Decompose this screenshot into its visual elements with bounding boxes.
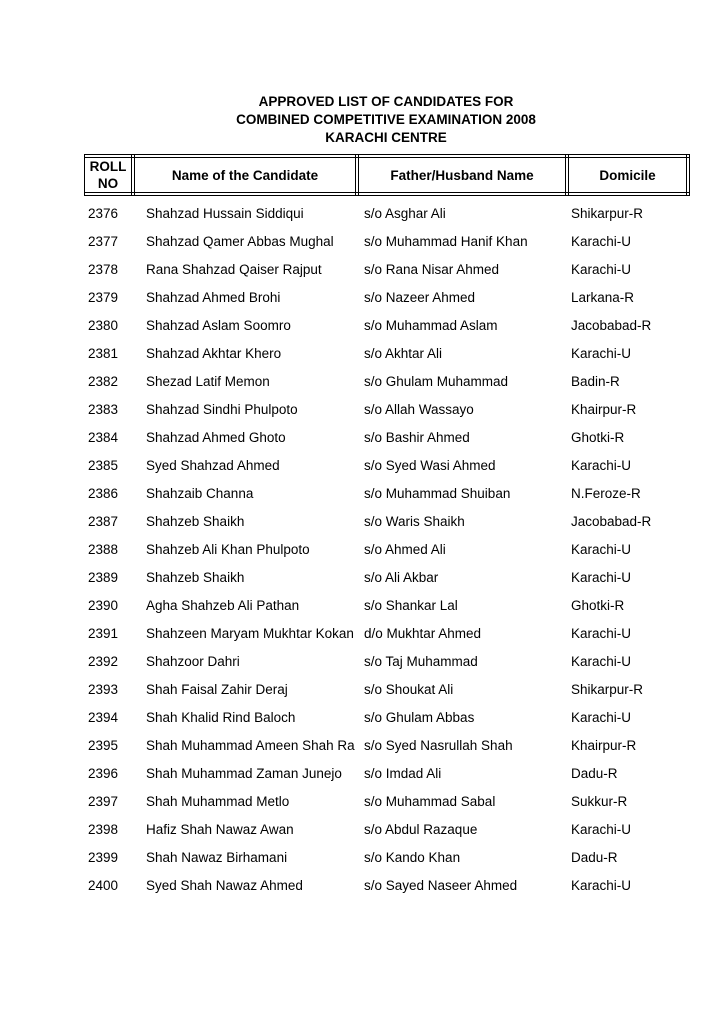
father-name-cell: s/o Allah Wassayo xyxy=(364,402,474,417)
candidate-name-cell: Shah Nawaz Birhamani xyxy=(146,850,288,865)
father-name-cell: s/o Muhammad Hanif Khan xyxy=(364,234,528,249)
table-row xyxy=(0,368,728,396)
roll-cell: 2393 xyxy=(88,682,119,697)
roll-cell: 2380 xyxy=(88,318,119,333)
father-name-cell: s/o Ghulam Abbas xyxy=(364,710,475,725)
candidate-name-cell: Shezad Latif Memon xyxy=(146,374,270,389)
roll-cell: 2396 xyxy=(88,766,119,781)
domicile-cell: Jacobabad-R xyxy=(571,318,652,333)
father-name-cell: s/o Ali Akbar xyxy=(364,570,439,585)
roll-cell: 2399 xyxy=(88,850,119,865)
domicile-cell: Sukkur-R xyxy=(571,794,628,809)
header-father-name: Father/Husband Name xyxy=(390,167,534,183)
roll-cell: 2391 xyxy=(88,626,119,641)
father-name-cell: s/o Muhammad Aslam xyxy=(364,318,498,333)
roll-cell: 2377 xyxy=(88,234,119,249)
roll-cell: 2381 xyxy=(88,346,119,361)
header-divider xyxy=(689,154,690,196)
roll-cell: 2397 xyxy=(88,794,119,809)
father-name-cell: s/o Shankar Lal xyxy=(364,598,458,613)
domicile-cell: Badin-R xyxy=(571,374,620,389)
table-row xyxy=(0,676,728,704)
roll-cell: 2392 xyxy=(88,654,119,669)
candidate-name-cell: Shahzad Ahmed Ghoto xyxy=(146,430,286,445)
roll-cell: 2394 xyxy=(88,710,119,725)
table-row xyxy=(0,844,728,872)
father-name-cell: s/o Syed Wasi Ahmed xyxy=(364,458,496,473)
domicile-cell: Ghotki-R xyxy=(571,430,625,445)
roll-cell: 2395 xyxy=(88,738,119,753)
domicile-cell: Ghotki-R xyxy=(571,598,625,613)
domicile-cell: Khairpur-R xyxy=(571,738,637,753)
candidate-name-cell: Agha Shahzeb Ali Pathan xyxy=(146,598,300,613)
father-name-cell: s/o Taj Muhammad xyxy=(364,654,478,669)
domicile-cell: Karachi-U xyxy=(571,626,632,641)
roll-cell: 2400 xyxy=(88,878,119,893)
father-name-cell: s/o Sayed Naseer Ahmed xyxy=(364,878,518,893)
candidate-name-cell: Shahzad Aslam Soomro xyxy=(146,318,291,333)
table-row xyxy=(0,760,728,788)
table-row xyxy=(0,788,728,816)
domicile-cell: Karachi-U xyxy=(571,822,632,837)
header-top-border xyxy=(84,154,690,155)
document-title xyxy=(150,93,622,147)
table-row xyxy=(0,396,728,424)
table-row xyxy=(0,284,728,312)
father-name-cell: s/o Muhammad Sabal xyxy=(364,794,496,809)
domicile-cell: Karachi-U xyxy=(571,346,632,361)
father-name-cell: s/o Shoukat Ali xyxy=(364,682,454,697)
father-name-cell: s/o Rana Nisar Ahmed xyxy=(364,262,500,277)
table-row xyxy=(0,704,728,732)
candidate-name-cell: Shahzad Qamer Abbas Mughal xyxy=(146,234,334,249)
father-name-cell: s/o Muhammad Shuiban xyxy=(364,486,511,501)
domicile-cell: Karachi-U xyxy=(571,570,632,585)
father-name-cell: s/o Kando Khan xyxy=(364,850,461,865)
candidate-name-cell: Shahzaib Channa xyxy=(146,486,254,501)
header-roll-no xyxy=(85,157,131,193)
candidate-name-cell: Shahzeb Ali Khan Phulpoto xyxy=(146,542,310,557)
roll-cell: 2389 xyxy=(88,570,119,585)
candidate-name-cell: Shahzeb Shaikh xyxy=(146,514,245,529)
header-divider xyxy=(686,154,687,196)
domicile-cell: Dadu-R xyxy=(571,850,618,865)
candidate-name-cell: Shahzad Ahmed Brohi xyxy=(146,290,281,305)
candidate-name-cell: Shah Faisal Zahir Deraj xyxy=(146,682,288,697)
table-row xyxy=(0,452,728,480)
candidate-name-cell: Shahzad Hussain Siddiqui xyxy=(146,206,304,221)
domicile-cell: Larkana-R xyxy=(571,290,635,305)
candidate-name-cell: Shah Muhammad Zaman Junejo xyxy=(146,766,342,781)
header-roll-line1: ROLL xyxy=(89,159,127,174)
domicile-cell: Shikarpur-R xyxy=(571,206,644,221)
domicile-cell: Karachi-U xyxy=(571,234,632,249)
candidate-name-cell: Syed Shah Nawaz Ahmed xyxy=(146,878,303,893)
table-row xyxy=(0,424,728,452)
header-roll-line2: NO xyxy=(97,176,119,191)
roll-cell: 2385 xyxy=(88,458,119,473)
roll-cell: 2376 xyxy=(88,206,119,221)
table-row xyxy=(0,200,728,228)
father-name-cell: s/o Ahmed Ali xyxy=(364,542,446,557)
candidate-name-cell: Shahzeen Maryam Mukhtar Kokan xyxy=(146,626,354,641)
table-row xyxy=(0,508,728,536)
table-row xyxy=(0,340,728,368)
table-row xyxy=(0,732,728,760)
title-line-1: APPROVED LIST OF CANDIDATES FOR xyxy=(258,94,514,109)
header-candidate-name: Name of the Candidate xyxy=(171,167,319,183)
father-name-cell: s/o Ghulam Muhammad xyxy=(364,374,509,389)
table-row xyxy=(0,592,728,620)
domicile-cell: Jacobabad-R xyxy=(571,514,652,529)
roll-cell: 2383 xyxy=(88,402,119,417)
roll-cell: 2388 xyxy=(88,542,119,557)
candidate-list xyxy=(0,200,728,900)
table-row xyxy=(0,312,728,340)
domicile-cell: Dadu-R xyxy=(571,766,618,781)
table-row xyxy=(0,480,728,508)
domicile-cell: Khairpur-R xyxy=(571,402,637,417)
domicile-cell: Karachi-U xyxy=(571,458,632,473)
candidate-name-cell: Hafiz Shah Nawaz Awan xyxy=(146,822,294,837)
domicile-cell: Karachi-U xyxy=(571,654,632,669)
header-bottom-border xyxy=(84,195,690,196)
title-line-3: KARACHI CENTRE xyxy=(325,130,447,145)
candidate-name-cell: Shah Muhammad Metlo xyxy=(146,794,290,809)
table-row xyxy=(0,536,728,564)
table-row xyxy=(0,228,728,256)
father-name-cell: s/o Nazeer Ahmed xyxy=(364,290,476,305)
roll-cell: 2382 xyxy=(88,374,119,389)
header-divider xyxy=(355,154,356,196)
roll-cell: 2386 xyxy=(88,486,119,501)
candidate-name-cell: Rana Shahzad Qaiser Rajput xyxy=(146,262,322,277)
roll-cell: 2398 xyxy=(88,822,119,837)
domicile-cell: Karachi-U xyxy=(571,262,632,277)
table-row xyxy=(0,256,728,284)
father-name-cell: d/o Mukhtar Ahmed xyxy=(364,626,482,641)
header-divider xyxy=(131,154,132,196)
table-row xyxy=(0,816,728,844)
candidate-name-cell: Shahzeb Shaikh xyxy=(146,570,245,585)
father-name-cell: s/o Bashir Ahmed xyxy=(364,430,470,445)
candidate-name-cell: Syed Shahzad Ahmed xyxy=(146,458,280,473)
table-row xyxy=(0,620,728,648)
roll-cell: 2390 xyxy=(88,598,119,613)
table-row xyxy=(0,872,728,900)
domicile-cell: Shikarpur-R xyxy=(571,682,644,697)
table-row xyxy=(0,564,728,592)
header-domicile: Domicile xyxy=(599,167,656,183)
candidate-name-cell: Shah Muhammad Ameen Shah Ra xyxy=(146,738,355,753)
roll-cell: 2384 xyxy=(88,430,119,445)
father-name-cell: s/o Asghar Ali xyxy=(364,206,446,221)
roll-cell: 2387 xyxy=(88,514,119,529)
domicile-cell: N.Feroze-R xyxy=(571,486,641,501)
father-name-cell: s/o Abdul Razaque xyxy=(364,822,478,837)
candidate-name-cell: Shah Khalid Rind Baloch xyxy=(146,710,296,725)
father-name-cell: s/o Imdad Ali xyxy=(364,766,442,781)
candidate-name-cell: Shahzoor Dahri xyxy=(146,654,240,669)
title-line-2: COMBINED COMPETITIVE EXAMINATION 2008 xyxy=(236,112,536,127)
father-name-cell: s/o Waris Shaikh xyxy=(364,514,465,529)
domicile-cell: Karachi-U xyxy=(571,710,632,725)
header-divider xyxy=(565,154,566,196)
father-name-cell: s/o Syed Nasrullah Shah xyxy=(364,738,513,753)
roll-cell: 2378 xyxy=(88,262,119,277)
table-row xyxy=(0,648,728,676)
candidate-name-cell: Shahzad Akhtar Khero xyxy=(146,346,282,361)
table-header xyxy=(84,154,690,196)
father-name-cell: s/o Akhtar Ali xyxy=(364,346,443,361)
roll-cell: 2379 xyxy=(88,290,119,305)
domicile-cell: Karachi-U xyxy=(571,542,632,557)
candidate-name-cell: Shahzad Sindhi Phulpoto xyxy=(146,402,298,417)
domicile-cell: Karachi-U xyxy=(571,878,632,893)
